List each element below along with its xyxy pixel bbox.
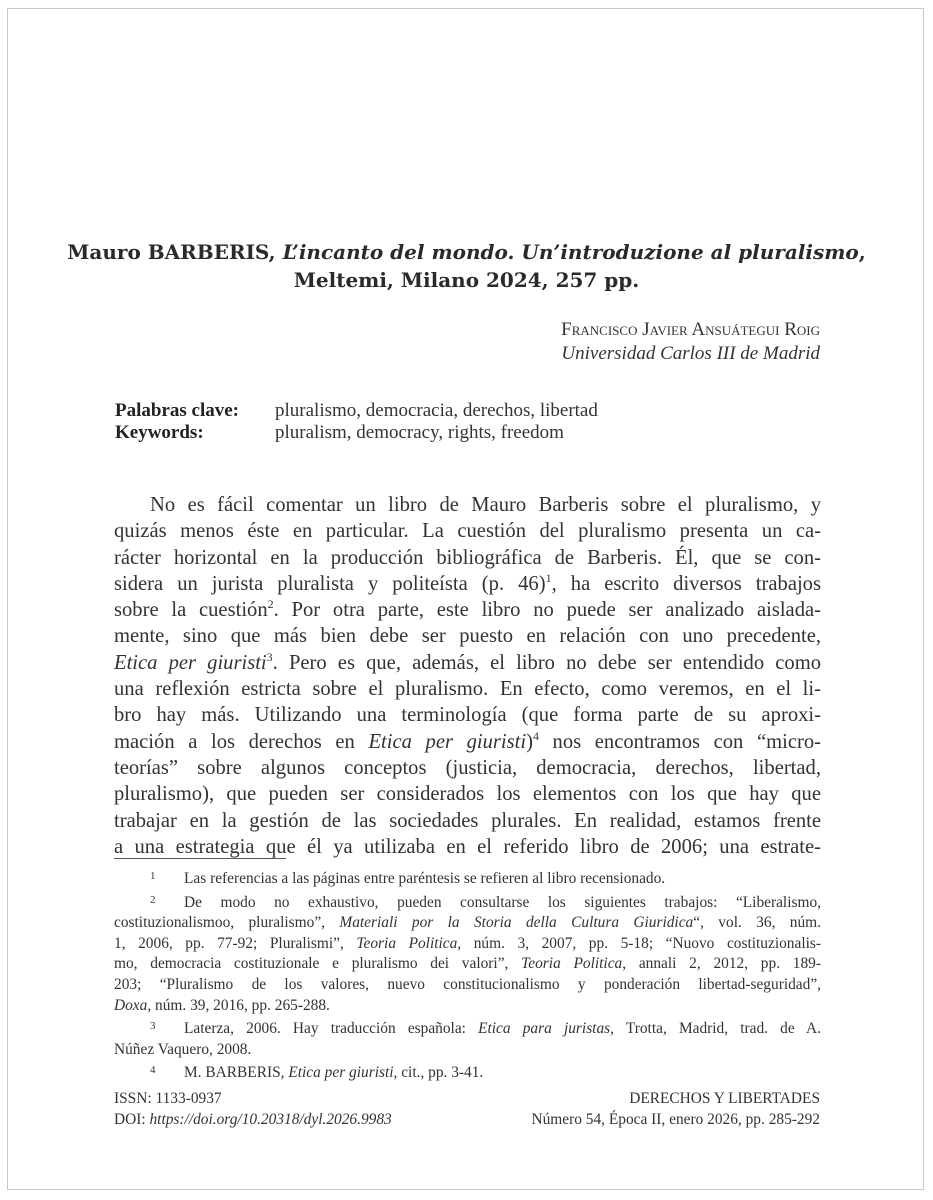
text-line: teorías” sobre algunos conceptos (justicia, democracia, derechos, libertad, <box>114 756 821 779</box>
text-span: sobre la cuestión <box>114 599 268 622</box>
keywords-value: pluralism, democracy, rights, freedom <box>275 422 564 443</box>
text-line <box>114 597 821 623</box>
text-line <box>114 729 821 755</box>
text-line <box>114 934 821 955</box>
text-span: mo, democracia costituzionale e pluralismo dei valori”, <box>114 955 522 973</box>
footnote-number: 1 <box>150 870 156 882</box>
text-span: ) <box>526 730 533 753</box>
text-span: , cit., pp. 3-41. <box>393 1064 484 1082</box>
text-line: trabajar en la gestión de las sociedades plurales. En realidad, estamos frente <box>114 809 821 832</box>
footnote-divider <box>114 858 286 859</box>
title-line-1 <box>60 238 873 266</box>
text-line <box>114 1016 821 1040</box>
text-line <box>114 954 821 975</box>
text-line: a una estrategia que él ya utilizaba en el referido libro de 2006; una estrate- <box>114 835 821 858</box>
text-line: mente, sino que más bien debe ser puesto en relación con uno precedente, <box>114 625 821 648</box>
text-line: 203; “Pluralismo de los valores, nuevo constitucionalismo y ponderación libertad-seguridad”, <box>114 975 821 993</box>
text-span: Etica per giuristi <box>114 651 267 674</box>
text-span: Las referencias a las páginas entre paréntesis se refieren al libro recensionado. <box>184 870 666 887</box>
footer-right <box>532 1088 821 1130</box>
footer-left <box>114 1088 392 1130</box>
text-span: Materiali por la Storia della Cultura Giuridica <box>339 914 694 932</box>
issn: ISSN: 1133-0937 <box>114 1090 222 1107</box>
footnote-ref-4[interactable]: 4 <box>532 728 539 743</box>
text-span: Teoria Politica, <box>356 934 462 952</box>
text-line <box>114 571 821 597</box>
footnote-2 <box>114 890 821 1017</box>
review-title <box>60 238 873 294</box>
text-span: núm. 3, 2007, pp. 5-18; “Nuovo costituzionalis- <box>461 934 821 952</box>
text-span: , núm. 39, 2016, pp. 265-288. <box>147 996 330 1014</box>
title-book-name: L’incanto del mondo. Un’introduzione al pluralismo <box>282 240 859 264</box>
footnotes <box>114 866 821 1084</box>
text-span: Laterza, 2006. Hay traducción española: <box>184 1020 479 1038</box>
text-line: No es fácil comentar un libro de Mauro Barberis sobre el pluralismo, y <box>150 494 821 516</box>
text-span: Trotta, Madrid, trad. de A. <box>614 1020 821 1038</box>
text-span: Etica para juristas, <box>478 1020 614 1038</box>
text-line: pluralismo), que pueden ser considerados los elementos con los que hay que <box>114 783 821 806</box>
reviewer-affiliation: Universidad Carlos III de Madrid <box>561 343 820 364</box>
text-span: 1, 2006, pp. 77-92; Pluralismi”, <box>114 934 357 952</box>
keywords-row-es <box>115 400 598 422</box>
text-span: mación a los derechos en <box>114 730 369 753</box>
reviewer-name: Francisco Javier Ansuátegui Roig <box>561 319 820 340</box>
text-span: Teoria Politica <box>521 955 623 973</box>
footnote-4 <box>114 1060 821 1084</box>
text-span: De modo no exhaustivo, pueden consultarse los siguientes trabajos: “Liberalismo, <box>184 893 821 911</box>
body-paragraph <box>114 492 821 860</box>
footnote-3 <box>114 1016 821 1060</box>
text-line <box>114 996 821 1017</box>
title-line-2: Meltemi, Milano 2024, 257 pp. <box>293 268 640 292</box>
text-line <box>114 913 821 934</box>
title-author: Mauro BARBERIS, <box>67 240 283 264</box>
footnote-ref-3[interactable]: 3 <box>266 649 273 664</box>
text-line <box>114 890 821 914</box>
footnote-1 <box>114 866 821 890</box>
text-line: quizás menos éste en particular. La cuestión del pluralismo presenta un ca- <box>114 520 821 543</box>
text-span: costituzionalismoo, pluralismo”, <box>114 914 340 932</box>
keywords-row-en <box>115 422 598 444</box>
doi-link[interactable]: https://doi.org/10.20318/dyl.2026.9983 <box>149 1111 392 1128</box>
text-line <box>114 866 821 890</box>
text-line: Núñez Vaquero, 2008. <box>114 1040 252 1058</box>
footnote-number: 2 <box>150 893 156 906</box>
footnote-number: 4 <box>150 1064 156 1077</box>
text-span: M. BARBERIS, <box>184 1064 289 1082</box>
keywords-label: Keywords: <box>115 422 204 443</box>
issue-info: Número 54, Época II, enero 2026, pp. 285-292 <box>531 1111 820 1128</box>
text-line: bro hay más. Utilizando una terminología (que forma parte de su aproxi- <box>114 704 821 727</box>
text-line <box>114 1060 821 1084</box>
footnote-ref-1[interactable]: 1 <box>545 571 552 586</box>
keywords-block <box>115 400 598 444</box>
text-span: , ha escrito diversos trabajos <box>551 572 821 595</box>
keywords-label: Palabras clave: <box>115 400 240 421</box>
footnote-ref-2[interactable]: 2 <box>267 597 274 612</box>
journal-name: DERECHOS Y LIBERTADES <box>629 1090 820 1107</box>
text-span: . Por otra parte, este libro no puede ser analizado aislada- <box>273 599 821 622</box>
footnote-number: 3 <box>150 1020 156 1033</box>
text-span: . Pero es que, además, el libro no debe ser entendido como <box>272 651 822 674</box>
keywords-value: pluralismo, democracia, derechos, libertad <box>275 400 598 421</box>
text-span: Etica per giuristi <box>288 1064 394 1082</box>
text-span: Etica per giuristi <box>368 730 527 753</box>
text-span: sidera un jurista pluralista y politeísta (p. 46) <box>114 572 546 595</box>
doi <box>114 1109 392 1130</box>
text-span: , annali 2, 2012, pp. 189- <box>622 955 821 973</box>
text-span: Doxa <box>114 996 148 1014</box>
text-line: rácter horizontal en la producción bibliográfica de Barberis. Él, que se con- <box>114 546 821 569</box>
text-span: “, vol. 36, núm. <box>693 914 822 932</box>
text-line <box>114 650 821 676</box>
title-comma: , <box>858 240 866 264</box>
doi-label: DOI: <box>114 1111 150 1128</box>
text-span: nos encontramos con “micro- <box>538 730 821 753</box>
text-line: una reflexión estricta sobre el pluralismo. En efecto, como veremos, en el li- <box>114 678 821 701</box>
